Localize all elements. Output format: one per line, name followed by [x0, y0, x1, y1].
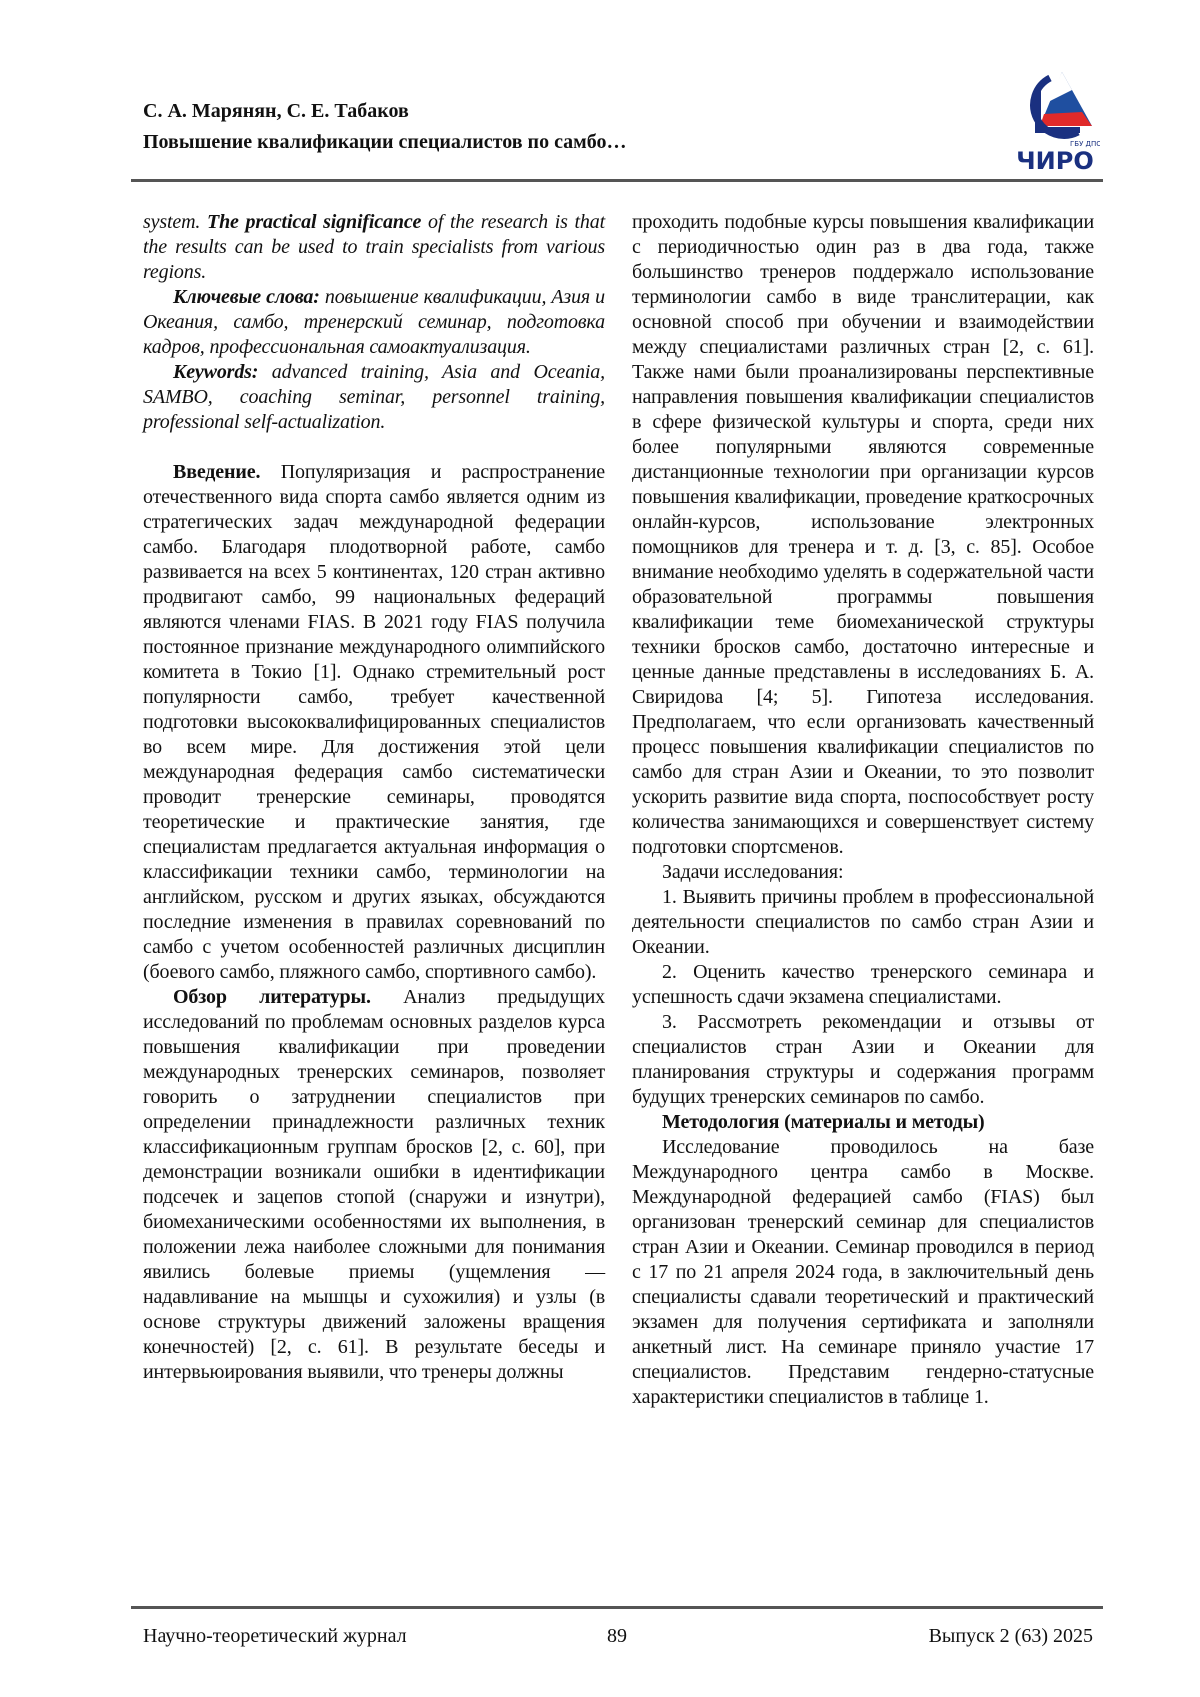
tasks-title: Задачи исследования:: [632, 860, 1094, 885]
header-title: Повышение квалификации специалистов по самбо…: [143, 127, 627, 158]
right-column: [632, 210, 1094, 1410]
task-item: 1. Выявить причины проблем в профессиональной деятельности специалистов по самбо стран Азии и Океании.: [632, 885, 1094, 960]
footer-issue: Выпуск 2 (63) 2025: [929, 1624, 1093, 1648]
methodology-paragraph: Исследование проводилось на базе Международного центра самбо в Москве. Международной федерацией самбо (FIAS) был организован тренерский семинар для специалистов стран Азии и Океании. Семинар проводился в период с 17 по 21 апреля 2024 года, в заключительный день специалисты сдавали теоретический и практический экзамен для получения сертификата и заполняли анкетный лист. На семинаре приняло участие 17 специалистов. Представим гендерно-статусные характеристики специалистов в таблице 1.: [632, 1135, 1094, 1410]
keywords-en: Keywords: advanced training, Asia and Oceania, SAMBO, coaching seminar, personnel training, professional self-actualization.: [143, 360, 605, 435]
header-authors: С. А. Марянян, С. Е. Табаков: [143, 96, 627, 127]
literature-paragraph: Обзор литературы. Анализ предыдущих исследований по проблемам основных разделов курса повышения квалификации при проведении международных тренерских семинаров, позволяет говорить о затруднении специалистов при определении принадлежности различных техник классификационным группам бросков [2, с. 60], при демонстрации возникали ошибки в идентификации подсечек и зацепов стопой (снаружи и изнутри), биомеханическими особенностями их выполнения, в положении лежа наиболее сложными для понимания явились болевые приемы (ущемления — надавливание на мышцы и сухожилия) и узлы (в основе структуры движений заложены вращения конечностей) [2, с. 61]. В результате беседы и интервьюирования выявили, что тренеры должны: [143, 985, 605, 1385]
chiro-logo: [1010, 68, 1100, 174]
running-header: [143, 96, 627, 158]
svg-text:ГБУ ДПО: ГБУ ДПО: [1070, 140, 1100, 148]
continued-paragraph: проходить подобные курсы повышения квалификации с периодичностью один раз в два года, также большинство тренеров поддержало использование терминологии самбо в виде транслитерации, как основной способ при обучении и взаимодействии между специалистами различных стран [2, с. 61]. Также нами были проанализированы перспективные направления повышения квалификации специалистов в сфере физической культуры и спорта, среди них более популярными являются современные дистанционные технологии при организации курсов повышения квалификации, проведение краткосрочных онлайн-курсов, использование электронных помощников для тренера и т. д. [3, с. 85]. Особое внимание необходимо уделять в содержательной части образовательной программы повышения квалификации теме биомеханической структуры техники бросков самбо, достаточно интересные и ценные данные представлены в исследованиях Б. А. Свиридова [4; 5]. Гипотеза исследования. Предполагаем, что если организовать качественный процесс повышения квалификации специалистов по самбо для стран Азии и Океании, то это позволит ускорить развитие вида спорта, поспособствует росту количества занимающихся и совершенствует систему подготовки спортсменов.: [632, 210, 1094, 860]
page-number: 89: [607, 1624, 627, 1648]
header-rule: [131, 179, 1103, 182]
left-column: [143, 210, 605, 1385]
svg-text:ЧИРО: ЧИРО: [1016, 147, 1093, 174]
intro-paragraph: Введение. Популяризация и распространение отечественного вида спорта самбо является одним из стратегических задач международной федерации самбо. Благодаря плодотворной работе, самбо развивается на всех 5 континентах, 120 стран активно продвигают самбо, 99 национальных федераций являются членами FIAS. В 2021 году FIAS получила постоянное признание международного олимпийского комитета в Токио [1]. Однако стремительный рост популярности самбо, требует качественной подготовки высококвалифицированных специалистов во всем мире. Для достижения этой цели международная федерация самбо систематически проводит тренерские семинары, проводятся теоретические и практические занятия, где специалистам предлагается актуальная информация о классификации техники самбо, терминологии на английском, русском и других языках, обсуждаются последние изменения в правилах соревнований по самбо с учетом особенностей различных дисциплин (боевого самбо, пляжного самбо, спортивного самбо).: [143, 460, 605, 985]
task-item: 3. Рассмотреть рекомендации и отзывы от специалистов стран Азии и Океании для планирования структуры и содержания программ будущих тренерских семинаров по самбо.: [632, 1010, 1094, 1110]
footer-journal: Научно-теоретический журнал: [143, 1624, 407, 1648]
abstract-end: system. The practical significance of the research is that the results can be used to train specialists from various regions.: [143, 210, 605, 285]
task-item: 2. Оценить качество тренерского семинара и успешность сдачи экзамена специалистами.: [632, 960, 1094, 1010]
footer-rule: [131, 1606, 1103, 1609]
methodology-title: Методология (материалы и методы): [632, 1110, 1094, 1135]
keywords-ru: Ключевые слова: повышение квалификации, Азия и Океания, самбо, тренерский семинар, подготовка кадров, профессиональная самоактуализация.: [143, 285, 605, 360]
